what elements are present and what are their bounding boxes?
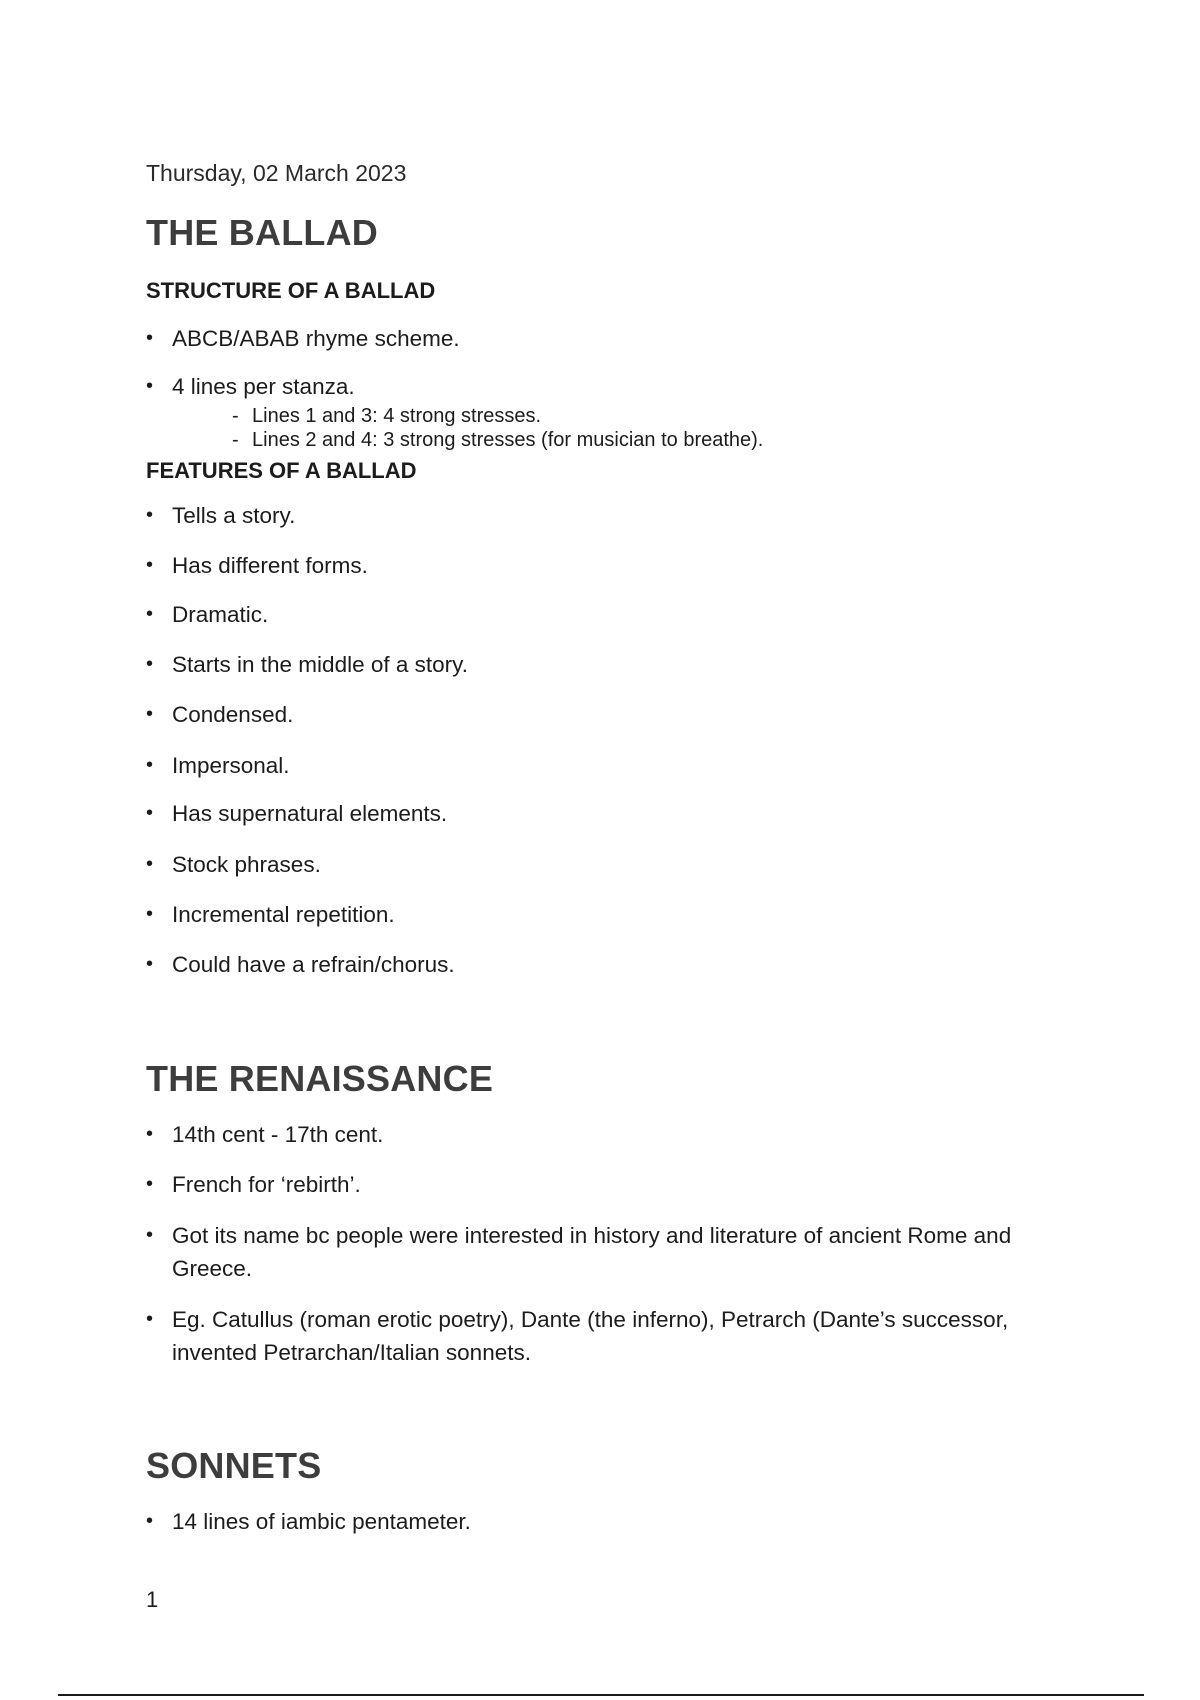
structure-item: • ABCB/ABAB rhyme scheme. <box>146 322 1072 355</box>
structure-item: • 4 lines per stanza. <box>146 370 1072 403</box>
page-number: 1 <box>146 1587 159 1612</box>
heading-structure: STRUCTURE OF A BALLAD <box>146 278 436 303</box>
sub-point: - Lines 1 and 3: 4 strong stresses. <box>232 404 541 428</box>
heading-the-renaissance: THE RENAISSANCE <box>146 1058 494 1099</box>
feature-item: • Impersonal. <box>146 749 1072 782</box>
feature-item: • Tells a story. <box>146 499 1072 532</box>
feature-item: • Has supernatural elements. <box>146 797 1072 830</box>
feature-item: • Dramatic. <box>146 598 1072 631</box>
renaissance-item: • Got its name bc people were interested in history and literature of ancient Rome and Greece. <box>146 1219 1072 1285</box>
renaissance-item: • 14th cent - 17th cent. <box>146 1118 1072 1151</box>
heading-features: FEATURES OF A BALLAD <box>146 458 417 483</box>
feature-item: • Condensed. <box>146 698 1072 731</box>
sub-point: - Lines 2 and 4: 3 strong stresses (for musician to breathe). <box>232 428 763 452</box>
heading-the-ballad: THE BALLAD <box>146 212 378 253</box>
feature-item: • Stock phrases. <box>146 848 1072 881</box>
sonnets-item: • 14 lines of iambic pentameter. <box>146 1505 1072 1538</box>
footer-divider <box>58 1694 1144 1696</box>
feature-item: • Has different forms. <box>146 549 1072 582</box>
feature-item: • Starts in the middle of a story. <box>146 648 1072 681</box>
feature-item: • Could have a refrain/chorus. <box>146 948 1072 981</box>
note-date: Thursday, 02 March 2023 <box>146 160 407 186</box>
renaissance-item: • Eg. Catullus (roman erotic poetry), Dante (the inferno), Petrarch (Dante’s successor, invented Petrarchan/Italian sonnets. <box>146 1303 1072 1369</box>
feature-item: • Incremental repetition. <box>146 898 1072 931</box>
renaissance-item: • French for ‘rebirth’. <box>146 1168 1072 1201</box>
heading-sonnets: SONNETS <box>146 1445 322 1486</box>
